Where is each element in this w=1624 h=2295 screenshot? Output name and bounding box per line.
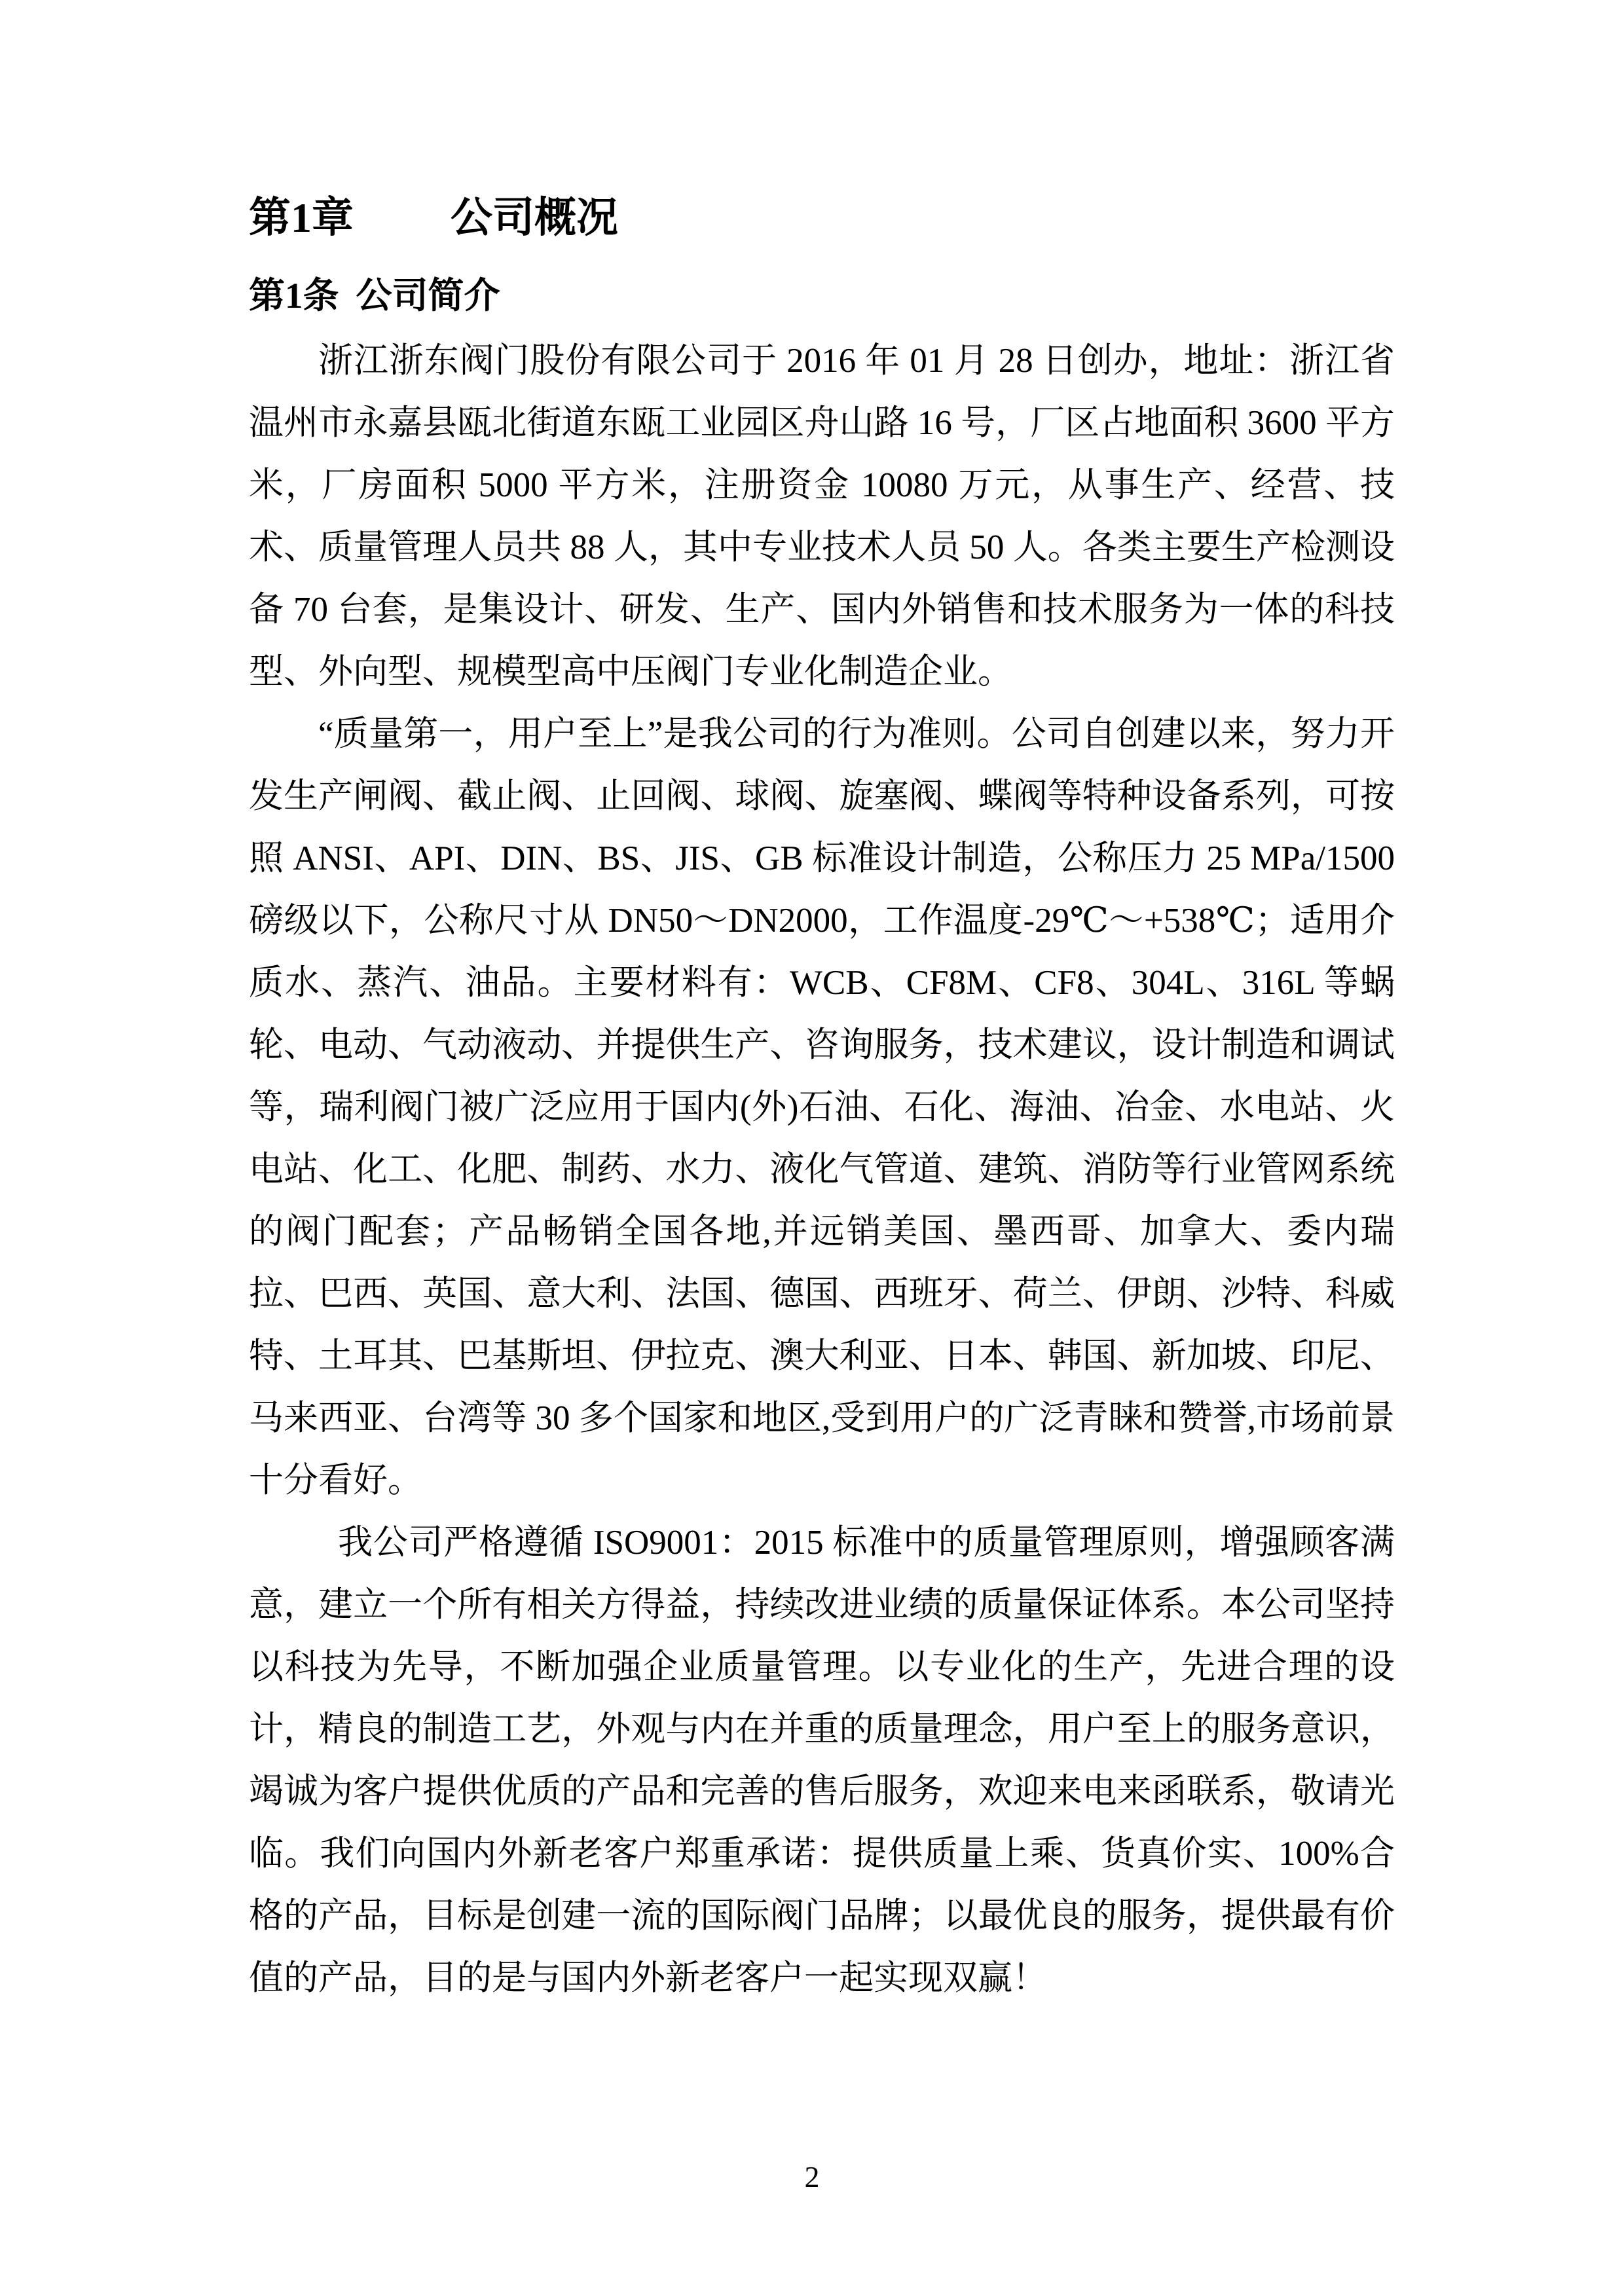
chapter-title: 公司概况	[451, 194, 618, 241]
section-heading	[249, 271, 1395, 321]
section-number: 第1条	[249, 276, 339, 316]
paragraph-quality-commitment: 我公司严格遵循 ISO9001：2015 标准中的质量管理原则，增强顾客满意，建立一个所有相关方得益，持续改进业绩的质量保证体系。本公司坚持以科技为先导，不断加强企业质量管理。以专业化的生产，先进合理的设计，精良的制造工艺，外观与内在并重的质量理念，用户至上的服务意识，竭诚为客户提供优质的产品和完善的售后服务，欢迎来电来函联系，敬请光临。我们向国内外新老客户郑重承诺：提供质量上乘、货真价实、100%合格的产品，目标是创建一流的国际阀门品牌；以最优良的服务，提供最有价值的产品，目的是与国内外新老客户一起实现双赢！	[249, 1524, 1395, 1997]
chapter-number: 第1章	[249, 194, 354, 241]
paragraph-company-overview: 浙江浙东阀门股份有限公司于 2016 年 01 月 28 日创办，地址：浙江省温州市永嘉县瓯北街道东瓯工业园区舟山路 16 号，厂区占地面积 3600 平方米，厂房面积 5000 平方米，注册资金 10080 万元，从事生产、经营、技术、质量管理人员共 88 人，其中专业技术人员 50 人。各类主要生产检测设备 70 台套，是集设计、研发、生产、国内外销售和技术服务为一体的科技型、外向型、规模型高中压阀门专业化制造企业。	[249, 342, 1395, 691]
page-number: 2	[804, 2160, 820, 2194]
section-title: 公司简介	[356, 276, 500, 316]
paragraph-products-markets: “质量第一，用户至上”是我公司的行为准则。公司自创建以来，努力开发生产闸阀、截止阀、止回阀、球阀、旋塞阀、蝶阀等特种设备系列，可按照 ANSI、API、DIN、BS、JIS、GB 标准设计制造，公称压力 25 MPa/1500 磅级以下，公称尺寸从 DN50～DN2000，工作温度-29℃～+538℃；适用介质水、蒸汽、油品。主要材料有：WCB、CF8M、CF8、304L、316L 等蜗轮、电动、气动液动、并提供生产、咨询服务，技术建议，设计制造和调试等，瑞利阀门被广泛应用于国内(外)石油、石化、海油、冶金、水电站、火电站、化工、化肥、制药、水力、液化气管道、建筑、消防等行业管网系统的阀门配套；产品畅销全国各地,并远销美国、墨西哥、加拿大、委内瑞拉、巴西、英国、意大利、法国、德国、西班牙、荷兰、伊朗、沙特、科威特、土耳其、巴基斯坦、伊拉克、澳大利亚、日本、韩国、新加坡、印尼、马来西亚、台湾等 30 多个国家和地区,受到用户的广泛青睐和赞誉,市场前景十分看好。	[249, 715, 1395, 1499]
chapter-heading	[249, 190, 1395, 246]
